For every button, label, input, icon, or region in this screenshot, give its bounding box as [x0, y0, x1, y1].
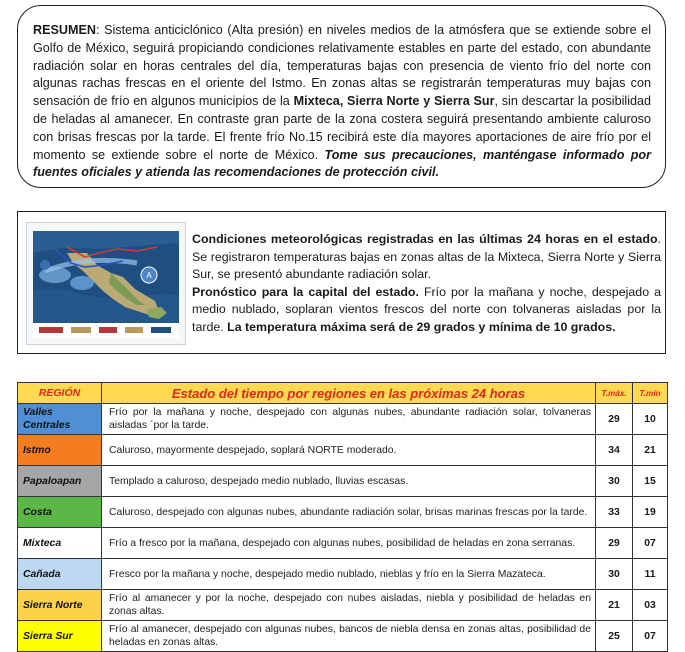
region-name: Papaloapan	[18, 466, 102, 497]
region-tmax: 25	[596, 621, 633, 652]
conditions-text	[192, 231, 661, 337]
forecast-temperature: La temperatura máxima será de 29 grados y mínima de 10 grados.	[227, 319, 616, 334]
region-tmin: 15	[633, 466, 668, 497]
region-tmin: 07	[633, 621, 668, 652]
region-tmax: 29	[596, 528, 633, 559]
region-name: Valles Centrales	[18, 404, 102, 435]
region-tmin: 10	[633, 404, 668, 435]
table-header-row	[18, 383, 668, 404]
forecast-heading: Pronóstico para la capital del estado.	[192, 284, 419, 299]
region-tmax: 29	[596, 404, 633, 435]
table-row	[18, 590, 668, 621]
conditions-observed: . Se registraron temperaturas bajas en zonas altas de la Mixteca, Sierra Norte y Sierra Sur, se presentó abundante radiación solar.	[192, 232, 661, 282]
region-name: Sierra Norte	[18, 590, 102, 621]
conditions-heading: Condiciones meteorológicas registradas en las últimas 24 horas en el estado	[192, 232, 658, 246]
summary-box	[17, 5, 666, 188]
region-tmax: 30	[596, 559, 633, 590]
region-tmin: 19	[633, 497, 668, 528]
table-row	[18, 528, 668, 559]
summary-heading: RESUMEN	[33, 23, 96, 37]
forecast-capital: Frío por la mañana y noche, despejado a medio nublado, soplaran vientos frescos del norte con tolvaneras aisladas por la tarde.	[192, 284, 662, 334]
region-forecast: Frío a fresco por la mañana, despejado con algunas nubes, posibilidad de heladas en zona serranas.	[102, 528, 596, 559]
region-name: Costa	[18, 497, 102, 528]
region-forecast: Frío al amanecer y por la noche, despejado con nubes aisladas, niebla y posibilidad de heladas en zonas altas.	[102, 590, 596, 621]
table-row	[18, 497, 668, 528]
summary-text-b: , sin descartar la posibilidad de heladas al amanecer. En contraste gran parte de la zona costera seguirá presentando ambiente caluroso con brisas frescas por la tarde. El frente frío No.15 recibirá este día mayores aportaciones de aire frío por el momento se extiende sobre el norte de México.	[33, 94, 652, 162]
region-tmax: 30	[596, 466, 633, 497]
summary-precautions: Tome sus precauciones, manténgase informado por fuentes oficiales y atienda las recomendaciones de protección civil.	[33, 147, 652, 180]
summary-text-a: : Sistema anticiclónico (Alta presión) en niveles medios de la atmósfera que se extiende sobre el Golfo de México, seguirá propiciando condiciones relativamente estables en parte del estado, con abundante radiación solar en horas centrales del día, temperaturas bajas con presencia de viento frío del norte con algunas rachas frescas en el oriente del Istmo. En zonas altas se registrarán temperaturas muy bajas con sensación de frío en algunos municipios de la	[33, 23, 651, 109]
regional-forecast-table	[17, 382, 668, 652]
header-tmin: T.mín	[633, 383, 668, 404]
header-forecast: Estado del tiempo por regiones en las próximas 24 horas	[102, 383, 596, 404]
region-tmin: 11	[633, 559, 668, 590]
table-row	[18, 404, 668, 435]
region-name: Sierra Sur	[18, 621, 102, 652]
region-forecast: Templado a caluroso, despejado medio nublado, lluvias escasas.	[102, 466, 596, 497]
region-tmax: 33	[596, 497, 633, 528]
region-forecast: Frío por la mañana y noche, despejado con algunas nubes, abundante radiación solar, tolvaneras aisladas ´por la tarde.	[102, 404, 596, 435]
region-tmax: 21	[596, 590, 633, 621]
region-forecast: Frío al amanecer, despejado con algunas nubes, bancos de niebla densa en zonas altas, posibilidad de heladas en zonas altas.	[102, 621, 596, 652]
region-tmin: 21	[633, 435, 668, 466]
region-forecast: Caluroso, mayormente despejado, soplará NORTE moderado.	[102, 435, 596, 466]
header-region: REGIÓN	[18, 383, 102, 404]
weather-map-graphic	[27, 223, 185, 344]
region-tmin: 07	[633, 528, 668, 559]
table-row	[18, 466, 668, 497]
table-row	[18, 435, 668, 466]
region-name: Istmo	[18, 435, 102, 466]
weather-map-image	[26, 222, 186, 345]
table-row	[18, 559, 668, 590]
region-tmin: 03	[633, 590, 668, 621]
region-name: Cañada	[18, 559, 102, 590]
table-row	[18, 621, 668, 652]
header-tmax: T.máx.	[596, 383, 633, 404]
conditions-box	[17, 211, 666, 354]
region-forecast: Fresco por la mañana y noche, despejado medio nublado, nieblas y frío en la Sierra Mazateca.	[102, 559, 596, 590]
region-tmax: 34	[596, 435, 633, 466]
summary-regions: Mixteca, Sierra Norte y Sierra Sur	[293, 94, 495, 109]
region-forecast: Caluroso, despejado con algunas nubes, abundante radiación solar, brisas marinas frescas por la tarde.	[102, 497, 596, 528]
region-name: Mixteca	[18, 528, 102, 559]
svg-text:A: A	[146, 271, 152, 280]
